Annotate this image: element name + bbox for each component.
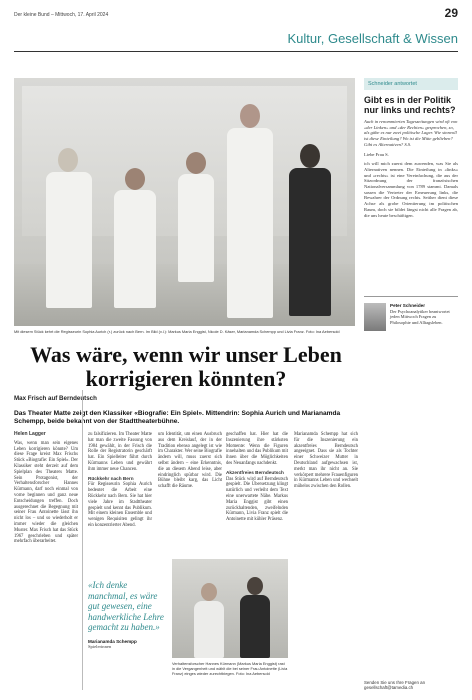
column-text: Das Stück wird auf Berndeutsch gespielt. Die Übersetzung klingt natürlich und verleiht dem Text eine unerwartete Nähe. Markus Maria Enggist gibt einen zurückhaltenden, zweifelnden Kürmann, Livia Franz spielt die Antoinette mit kühler Präsenz. [226,476,288,523]
article-column-1 [14,432,78,546]
quote-role: Spielerinnen [88,643,112,649]
page-number: 29 [444,6,458,20]
column-text: um Identität, um einen Ausbruch aus dem Kreislauf, der in der Tradition ebenso angelegt ist wie im Charakter. Wer seine Biografie ändern will, muss zuerst sich selbst ändern – eine Erkenntnis, die an diesem Abend leise, aber eindringlich spürbar wird. Die Bühne bleibt karg, das Licht schafft die Räume. [158,432,222,490]
article-column-3 [158,432,222,491]
figure-actor-2 [112,168,158,308]
author-name: Helen Lagger [14,431,46,437]
article-teaser: Das Theater Matte zeigt den Klassiker «Biografie: Ein Spiel». Mittendrin: Sophia Aurich und Marianamda Schempp, beide bekannt von der Stadttheaterbühne. [14,410,341,425]
figure-actor-4 [224,104,276,318]
column-text: Für Regisseurin Sophia Aurich bedeutet die Arbeit eine Rückkehr nach Bern. Sie hat hier viele Jahre im Stadttheater gespielt und kennt das Publikum. Mit einem kleinen Ensemble und wenigen Requisiten gelingt ihr ein konzentrierter Abend. [88,482,152,528]
columnist-description: Der Psychoanalytiker beantwortet jeden Mittwoch Fragen zu Philosophie und Alltagsleben. [390,309,450,325]
figure-actor-3 [176,152,216,282]
kicker-title: Max Frisch auf Berndeutsch [14,395,97,402]
main-photo [14,78,355,326]
figure-actor-a [192,583,226,658]
article-headline: Was wäre, wenn wir unser Leben korrigieren könnten? [30,342,342,391]
quote-text: «Ich denke manchmal, es wäre gut gewesen, eine handwerkliche Lehre gemacht zu haben.» [88,580,164,632]
columnist-portrait [364,303,386,331]
figure-actor-5 [286,144,334,316]
salutation: Liebe Frau S. [364,151,389,157]
column-footer: Senden Sie uns Ihre Fragen an gesellschaft@tamedia.ch [364,680,426,691]
photo-caption: Mit diesem Stück kehrt die Regisseurin Sophia Aurich (r.) zurück nach Bern. Im Bild (v.l.): Markus Maria Enggist, Nicole D. Käser, Marianamda Schempp und Livia Franz. Foto: Ina Aebersold [14,329,340,334]
quote-author: Marianamda Schempp [88,638,137,644]
column-text: geschaffen hat. Hier hat die Inszenierung ihre stärksten Momente: Wenn die Figuren innehalten und das Publikum mit ihnen über die Möglichkeiten des Neuanfangs nachdenkt. [226,432,288,466]
column-headline: Gibt es in der Politik nur links und rechts? [364,95,456,115]
column-text: zu falsifizieren. Im Theater Matte hat man die zweite Fassung von 1984 gewählt, in der Frisch die Rolle der Registratorin geschärft hat. Ein Spielleiter führt durch Kürmanns Leben und gewährt ihm immer neue Chancen. [88,432,152,472]
figure-actor-1 [44,148,94,308]
column-divider [82,390,83,690]
figure-actor-b [238,577,272,658]
column-text: Marianamda Schempp hat sich für die Inszenierung ein akzentfreies Berndeutsch angeeignet. Dass sie als Tochter einer Schweizer Mutter in Deutschland aufgewachsen ist, merkt man ihr nicht an. Sie verkörpert mehrere Frauenfiguren in Kürmanns Leben und wechselt mühelos zwischen den Rollen. [294,432,358,490]
article-kicker [14,395,358,403]
pull-quote [88,578,168,649]
scene-photo [172,559,288,658]
reader-question: Auch in renommierten Tageszeitungen wird oft von «der Linken» und «der Rechten» gesprochen, so, als gäbe es nur zwei politische Lager. Wie sinnvoll ist diese Einteilung? Wo ist die Mitte geblieben? Gibt es Alternativen? S.S. [364,119,458,147]
answer-text: ich will mich zuerst dem zuwenden, was Sie als Alternativen nennen. Die Einteilung in «links» und «rechts» ist eine Vereinfachung, die aus der Sitzordnung der französischen Nationalversammlung von 1789 stammt. Damals sassen die Vertreter der Erneuerung links, die Bewahrer der Ordnung rechts. Seither dient diese Achse als grobe Orientierung im politischen Raum, doch sie bildet längst nicht alle Fragen ab, die uns heute beschäftigen. [364,161,458,218]
paper-date: Der kleine Bund – Mittwoch, 17. April 2024 [14,12,109,18]
header-divider [14,51,458,52]
subheading: Rückkehr nach Bern [88,475,134,481]
column-text: Was, wenn man sein eigenes Leben korrigieren könnte? Um diese Frage kreist Max Frischs Stück «Biografie: Ein Spiel». Der Klassiker steht derzeit auf dem Spielplan des Theaters Matte. Sein Protagonist, der Verhaltensforscher Hannes Kürmann, darf noch einmal von vorne beginnen und ganz neue Entscheidungen treffen. Doch ausgerechnet die Begegnung mit seiner Frau Antoinette lässt ihn nicht los – und so wiederholt er immer wieder die gleichen Muster. Max Frisch hat das Stück 1967 geschrieben und später mehrfach überarbeitet. [14,440,78,545]
section-title: Kultur, Gesellschaft & Wissen [287,31,458,46]
column-label: Schneider antwortet [364,78,458,90]
article-column-4 [226,432,288,524]
masthead [14,6,458,24]
subheading: Akzentfreies Berndeutsch [226,469,284,475]
scene-photo-caption: Verhaltensforscher Hannes Kürmann (Markus Maria Enggist) rast in die Vergangenheit und wählt die bei seiner Frau Antoinette (Livia Franz) einges wieder zurechtbiegen. Foto: Ina Aebersold [172,661,288,676]
columnist-name: Peter Schneider [390,303,425,308]
advice-column [364,78,458,218]
article-column-2 [88,432,152,530]
columnist-profile [364,296,458,342]
article-column-5 [294,432,358,491]
